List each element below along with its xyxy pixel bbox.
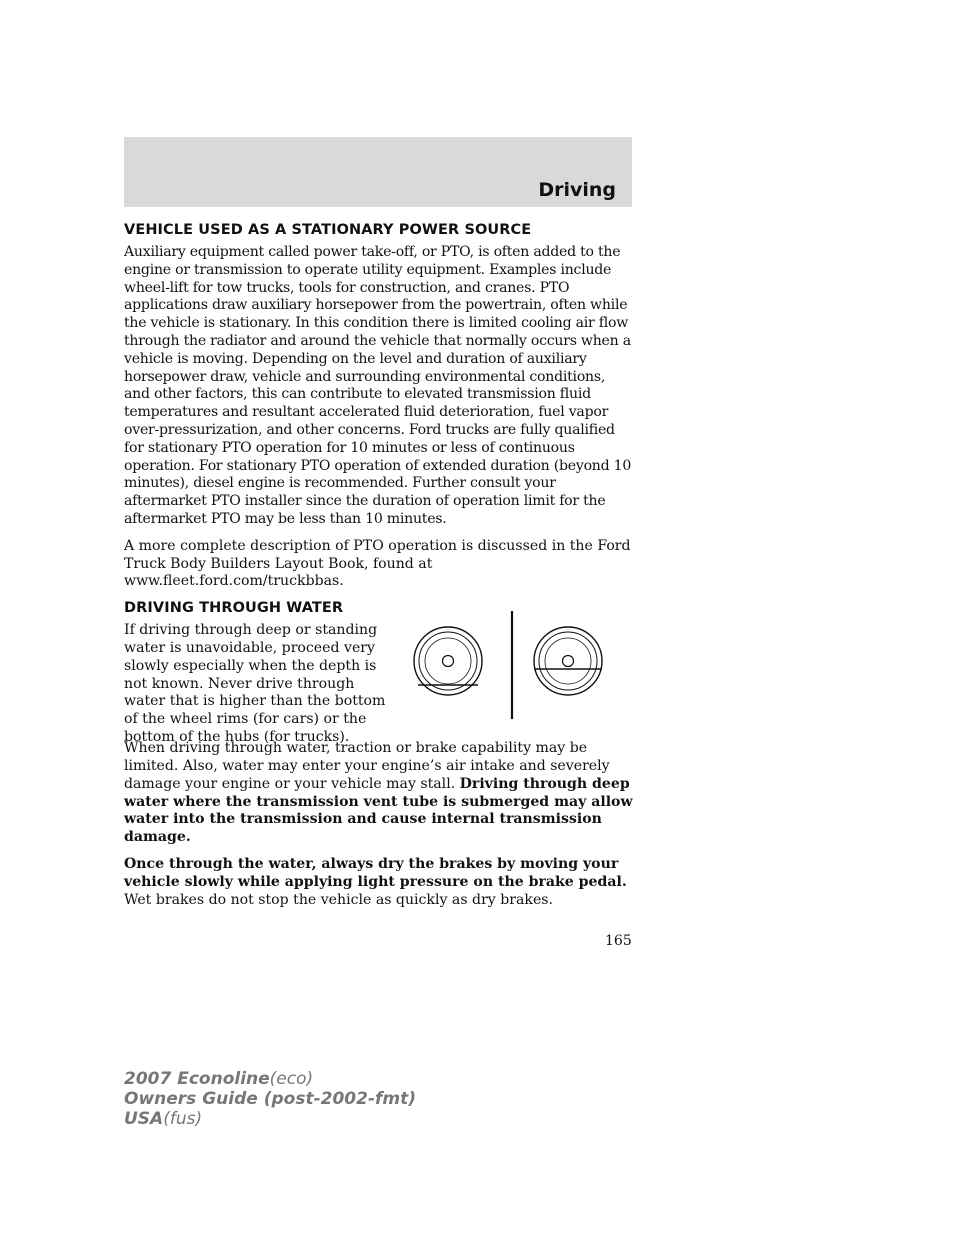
document-footer (124, 1069, 416, 1129)
footer-market: USA (124, 1109, 164, 1129)
pto-reference-paragraph: A more complete description of PTO operation is discussed in the Ford Truck Body Builders Layout Book, found at www.fleet.ford.com/truckbbas. (124, 537, 631, 590)
page-content (124, 222, 634, 918)
heading-stationary-power-source: VEHICLE USED AS A STATIONARY POWER SOURCE (124, 222, 532, 238)
page-number: 165 (605, 933, 632, 949)
dry-brakes-paragraph (124, 856, 634, 909)
footer-market-code: (fus) (163, 1109, 203, 1129)
wheel-water-level-illustration (410, 609, 610, 721)
truck-wheel-hub-level-icon (534, 627, 602, 695)
footer-guide-title: Owners Guide (post-2002-fmt) (124, 1089, 417, 1109)
pto-paragraph: Auxiliary equipment called power take-off, or PTO, is often added to the engine or transmission to operate utility equipment. Examples include wheel-lift for tow trucks, tools for construction, and cranes. PTO applications draw auxiliary horsepower from the powertrain, often while the vehicle is stationary. In this condition there is limited cooling air flow through the radiator and around the vehicle that normally occurs when a vehicle is moving. Depending on the level and duration of auxiliary horsepower draw, vehicle and surrounding environmental conditions, and other factors, this can contribute to elevated transmission fluid temperatures and resultant accelerated fluid deterioration, fuel vapor over-pressurization, and other concerns. Ford trucks are fully qualified for stationary PTO operation for 10 minutes or less of continuous operation. For stationary PTO operation of extended duration (beyond 10 minutes), diesel engine is recommended. Further consult your aftermarket PTO installer since the duration of operation limit for the aftermarket PTO may be less than 10 minutes. (124, 244, 632, 527)
footer-model: 2007 Econoline (124, 1069, 270, 1089)
footer-line-2 (124, 1089, 416, 1109)
car-wheel-rim-level-icon (414, 627, 482, 695)
water-intro-paragraph: If driving through deep or standing water is unavoidable, proceed very slowly especially when the depth is not known. Never drive through water that is higher than the bottom of the wheel rims (for cars) or the bottom of the hubs (for trucks). (124, 622, 386, 745)
dry-brakes-instruction: Once through the water, always dry the brakes by moving your vehicle slowly while applying light pressure on the brake pedal. (124, 855, 627, 890)
water-warning-text: When driving through water, traction or brake capability may be limited. Also, water may enter your engine’s air intake and severely damage your engine or your vehicle may stall. (124, 740, 610, 792)
wet-brakes-note: Wet brakes do not stop the vehicle as quickly as dry brakes. (124, 891, 553, 908)
water-intro-block (124, 622, 634, 745)
footer-model-code: (eco) (269, 1069, 314, 1089)
transmission-warning-text: Driving through deep water where the transmission vent tube is submerged may allow water into the transmission and cause internal transmission damage. (124, 775, 633, 846)
heading-driving-through-water: DRIVING THROUGH WATER (124, 600, 344, 617)
section-title: Driving (538, 179, 616, 201)
footer-line-1 (124, 1069, 416, 1089)
section-header-band (124, 137, 632, 207)
water-warning-paragraph (124, 740, 634, 847)
footer-line-3 (124, 1109, 416, 1129)
